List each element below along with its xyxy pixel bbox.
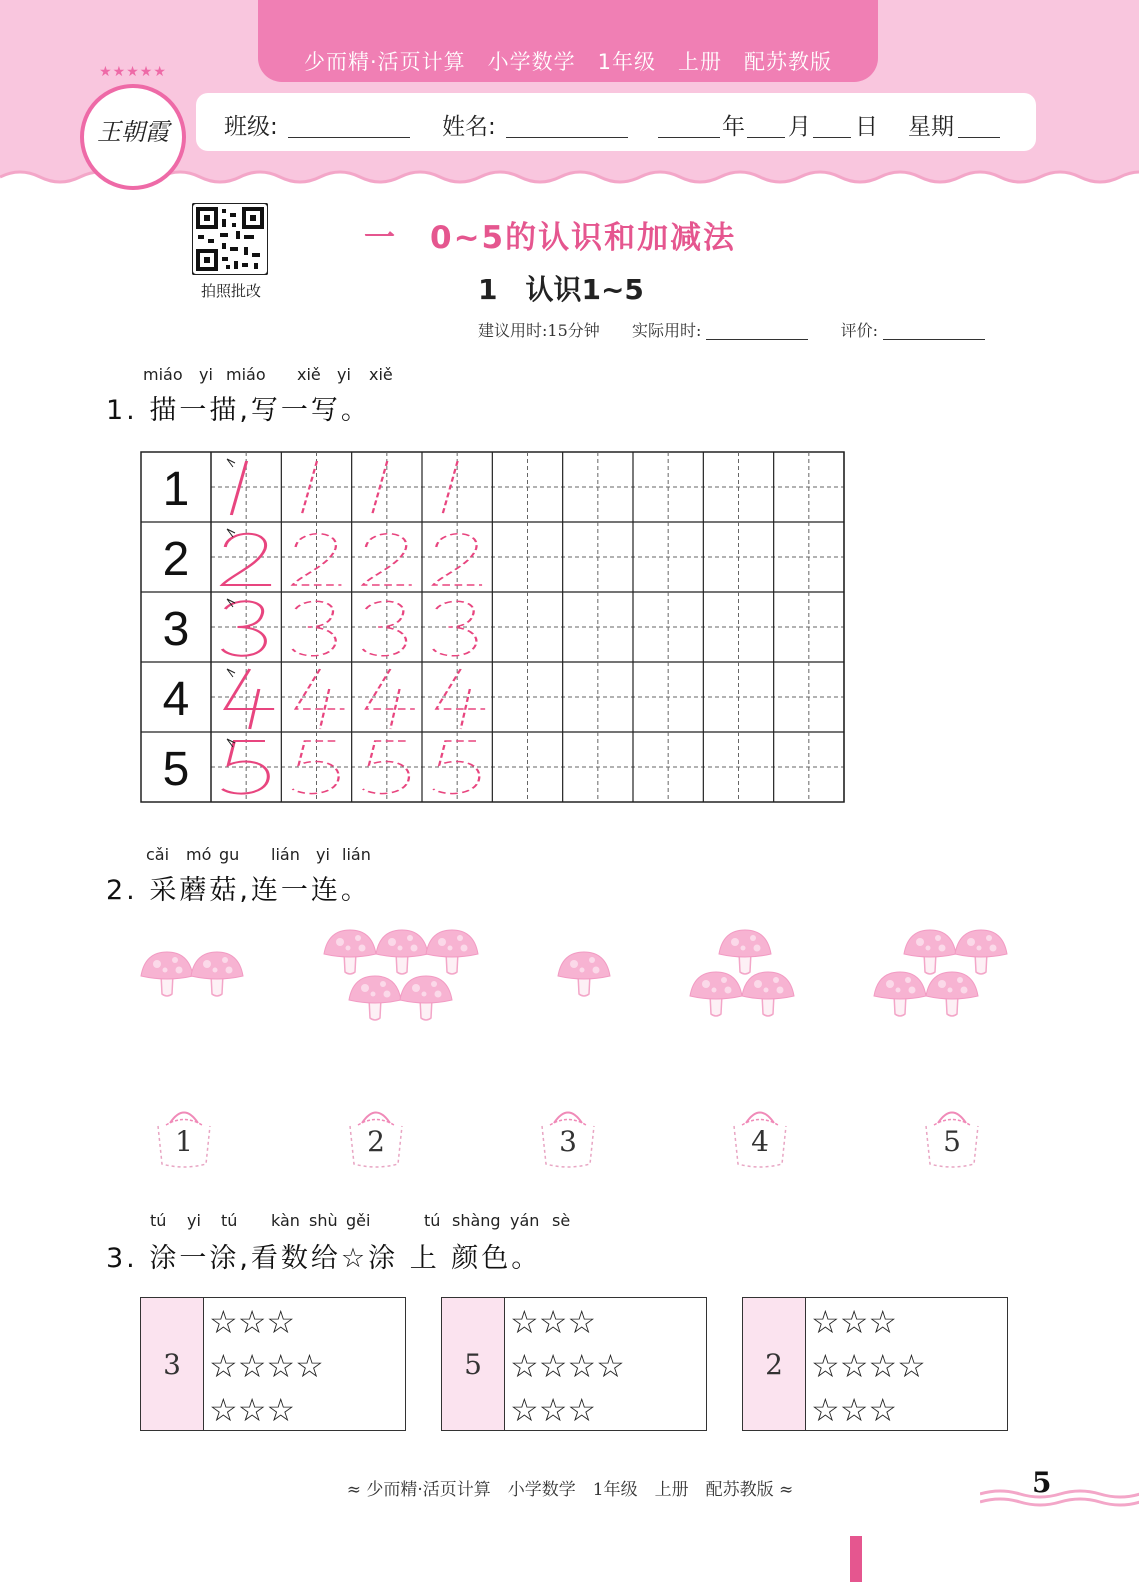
star-rows[interactable]: [510, 1300, 625, 1432]
mushroom-icon: [400, 976, 452, 1020]
star-rows[interactable]: [209, 1300, 324, 1432]
timing-row: [478, 318, 985, 341]
year-label: 年: [722, 114, 745, 140]
q3-pinyin-9: yán: [510, 1211, 540, 1230]
star-row[interactable]: ☆☆☆: [811, 1391, 898, 1429]
color-box-number: 3: [141, 1298, 204, 1430]
stroke-arrow-icon: [227, 459, 235, 467]
color-box-3: [742, 1297, 1008, 1431]
q2-pinyin-1: cǎi: [146, 845, 170, 864]
bottom-bar: [850, 1536, 862, 1582]
grid-digit-1: 1: [162, 463, 190, 516]
mushroom-icon: [141, 952, 193, 996]
q2-pinyin-3: gu: [219, 845, 240, 864]
q1-title: 1. 描一描,写一写。: [106, 395, 371, 426]
weekday-label: 星期: [908, 114, 954, 140]
q2-pinyin-4: lián: [271, 845, 300, 864]
trace-digit-1[interactable]: [442, 461, 457, 515]
q1-pinyin-2: yi: [199, 365, 213, 384]
grid-digit-5: 5: [162, 743, 190, 796]
q2-pinyin-5: yi: [316, 845, 330, 864]
basket-number-4[interactable]: 4: [751, 1125, 769, 1158]
year-field[interactable]: [658, 137, 720, 138]
trace-digit-3[interactable]: [222, 601, 265, 655]
name-label: 姓名:: [442, 114, 496, 140]
star-row[interactable]: ☆☆☆☆: [209, 1347, 324, 1385]
color-box-1: [140, 1297, 406, 1431]
trace-digit-4[interactable]: [296, 669, 345, 729]
basket-number-2[interactable]: 2: [367, 1125, 385, 1158]
mushroom-icon: [558, 952, 610, 996]
logo-stars-icon: ★★★★★: [99, 64, 167, 80]
day-field[interactable]: [813, 137, 851, 138]
star-row[interactable]: ☆☆☆: [209, 1303, 296, 1341]
grid-digit-3: 3: [162, 603, 190, 656]
basket-number-1[interactable]: 1: [175, 1125, 193, 1158]
mushroom-icon: [904, 930, 956, 974]
footer-wave: [980, 1488, 1139, 1512]
basket-number-3[interactable]: 3: [559, 1125, 577, 1158]
trace-digit-4[interactable]: [366, 669, 415, 729]
q3-pinyin-6: gěi: [346, 1211, 371, 1230]
q3-pinyin-4: kàn: [271, 1211, 300, 1230]
trace-digit-1[interactable]: [372, 461, 387, 515]
stroke-arrow-icon: [227, 669, 235, 677]
q2-pinyin-6: lián: [342, 845, 371, 864]
actual-time-field[interactable]: [706, 339, 808, 340]
month-field[interactable]: [747, 137, 785, 138]
mushroom-icon: [742, 972, 794, 1016]
mushroom-icon: [926, 972, 978, 1016]
color-box-2: [441, 1297, 707, 1431]
basket-number-5[interactable]: 5: [943, 1125, 961, 1158]
star-row[interactable]: ☆☆☆☆: [510, 1347, 625, 1385]
day-label: 日: [855, 114, 878, 140]
mushroom-icon: [719, 930, 771, 974]
mushroom-icon: [426, 930, 478, 974]
color-box-number: 5: [442, 1298, 505, 1430]
q3-title: 3. 涂一涂,看数给☆涂 上 颜色。: [106, 1243, 542, 1274]
qr-code-icon[interactable]: [192, 203, 268, 275]
q1-pinyin-6: xiě: [369, 365, 393, 384]
logo-text: 王朝霞: [97, 118, 169, 146]
actual-time-label: 实际用时:: [631, 321, 702, 340]
q3-pinyin-5: shù: [309, 1211, 338, 1230]
trace-digit-4[interactable]: [436, 669, 485, 729]
q3-pinyin-7: tú: [424, 1211, 441, 1230]
mushroom-icon: [324, 930, 376, 974]
star-row[interactable]: ☆☆☆☆: [811, 1347, 926, 1385]
footer-text: ≈ 少而精·活页计算 小学数学 1年级 上册 配苏教版 ≈: [346, 1480, 794, 1500]
mushroom-icon: [690, 972, 742, 1016]
weekday-field[interactable]: [958, 137, 1000, 138]
rating-field[interactable]: [883, 339, 985, 340]
header-title: 少而精·活页计算 小学数学 1年级 上册 配苏教版: [303, 50, 833, 74]
mushroom-icon: [349, 976, 401, 1020]
q1-pinyin-4: xiě: [297, 365, 321, 384]
q2-title: 2. 采蘑菇,连一连。: [106, 875, 371, 906]
name-field[interactable]: [506, 137, 628, 138]
star-row[interactable]: ☆☆☆: [510, 1391, 597, 1429]
color-box-number: 2: [743, 1298, 806, 1430]
q1-pinyin-5: yi: [337, 365, 351, 384]
grid-digit-4: 4: [162, 673, 190, 726]
qr-label: 拍照批改: [200, 282, 261, 300]
star-row[interactable]: ☆☆☆: [510, 1303, 597, 1341]
q1-pinyin-1: miáo: [143, 365, 183, 384]
page-number: 5: [1032, 1466, 1052, 1499]
grid-digit-2: 2: [162, 533, 190, 586]
trace-digit-3[interactable]: [363, 601, 406, 655]
q3-pinyin-8: shàng: [452, 1211, 501, 1230]
class-label: 班级:: [224, 114, 278, 140]
suggested-time: 建议用时:15分钟: [478, 321, 600, 340]
mushroom-icon: [376, 930, 428, 974]
rating-label: 评价:: [840, 321, 879, 340]
q2-pinyin-2: mó: [186, 845, 212, 864]
mushroom-icon: [955, 930, 1007, 974]
q3-pinyin-10: sè: [552, 1211, 571, 1230]
mushroom-icon: [874, 972, 926, 1016]
q3-pinyin-1: tú: [150, 1211, 167, 1230]
q3-pinyin-3: tú: [221, 1211, 238, 1230]
writing-grid: [140, 451, 845, 803]
mushroom-icon: [191, 952, 243, 996]
trace-digit-1[interactable]: [302, 461, 317, 515]
q3-pinyin-2: yi: [187, 1211, 201, 1230]
trace-digit-3[interactable]: [433, 601, 476, 655]
star-rows[interactable]: [811, 1300, 926, 1432]
month-label: 月: [788, 114, 811, 140]
star-row[interactable]: ☆☆☆: [209, 1391, 296, 1429]
star-row[interactable]: ☆☆☆: [811, 1303, 898, 1341]
chapter-title: 一 0~5的认识和加减法: [364, 220, 737, 256]
trace-digit-4[interactable]: [225, 669, 274, 729]
trace-digit-1[interactable]: [231, 461, 246, 515]
class-field[interactable]: [288, 137, 410, 138]
lesson-title: 1 认识1~5: [478, 273, 644, 306]
trace-digit-3[interactable]: [293, 601, 336, 655]
q1-pinyin-3: miáo: [226, 365, 266, 384]
